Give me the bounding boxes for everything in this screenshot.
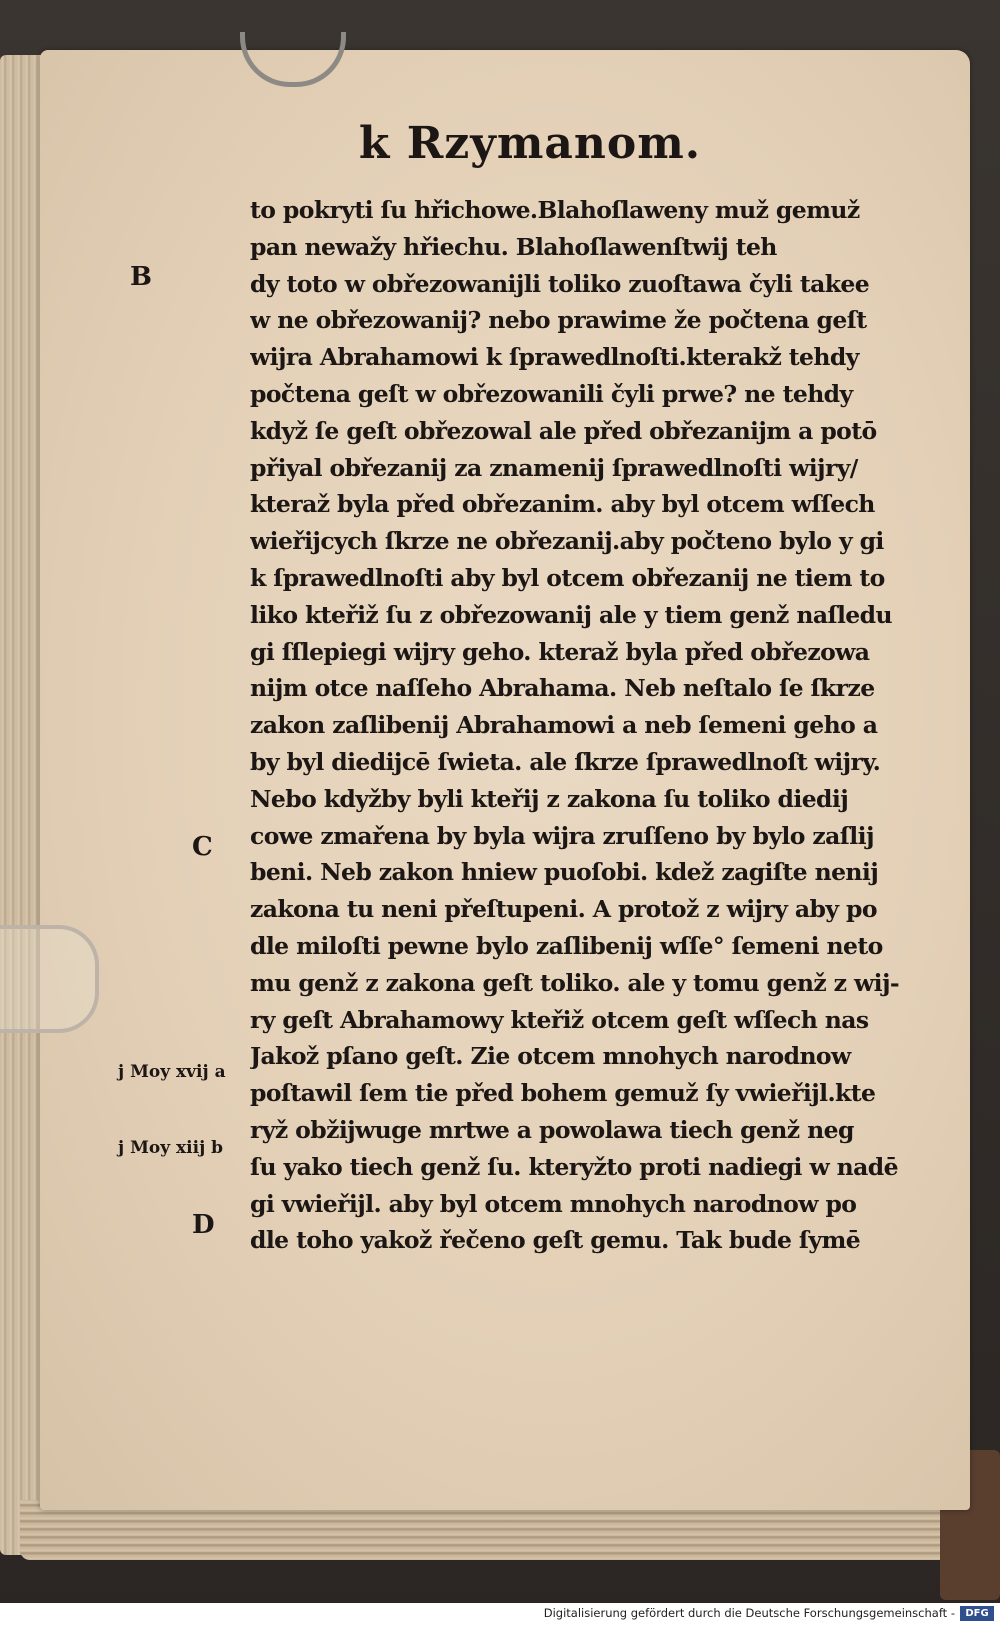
text-line: by byl diedijcē ſwieta. ale ſkrze ſprawedlnoſt wijry. [250,747,881,776]
margin-ref-genesis-17: j Moy xvij a [118,1062,226,1082]
margin-ref-genesis-15: j Moy xiij b [118,1138,224,1158]
text-line: mu genž z zakona geſt toliko. ale y tomu genž z wij- [250,968,900,997]
text-line: zakon zaſlibenij Abrahamowi a neb ſemeni geho a [250,711,878,740]
margin-letter-b: B [130,262,152,292]
text-line: ſu yako tiech genž ſu. kteryžto proti nadiegi w nadē [250,1152,898,1181]
text-line: dle miloſti pewne bylo zaſlibenij wſſe° ſemeni neto [250,931,883,960]
text-line: přiyal obřezanij za znamenij ſprawedlnoſti wijry/ [250,453,858,482]
text-line: když ſe geſt obřezowal ale před obřezanijm a potō [250,416,877,445]
text-line: cowe zmařena by byla wijra zruſſeno by bylo zaſlij [250,821,874,850]
running-head: k Rzymanom. [358,118,702,169]
text-line: ryž obžijwuge mrtwe a powolawa tiech genž neg [250,1115,854,1144]
footer-bar [0,1603,1000,1625]
text-line: to pokryti ſu hřichowe.Blahoſlaweny muž gemuž [250,196,860,224]
text-line: k ſprawedlnoſti aby byl otcem obřezanij ne tiem to [250,563,885,592]
footer-credit: Digitalisierung gefördert durch die Deutsche Forschungsgemeinschaft - [543,1606,955,1620]
main-text-block [250,192,900,1259]
paper-clip-left [0,925,99,1033]
text-line: kteraž byla před obřezanim. aby byl otcem wſſech [250,490,875,519]
text-line: liko kteřiž ſu z obřezowanij ale y tiem genž naſledu [250,600,892,629]
text-line: wieřijcych ſkrze ne obřezanij.aby počteno bylo y gi [250,527,884,556]
text-line: w ne obřezowanij? nebo prawime že počtena geſt [250,306,867,335]
text-line: beni. Neb zakon hniew puoſobi. kdež zagiſte nenij [250,858,879,887]
text-line: pan newažy hřiechu. Blahoſlawenſtwij teh [250,232,777,261]
text-line: dy toto w obřezowanijli toliko zuoſtawa čyli takee [250,269,870,298]
margin-letter-d: D [192,1210,215,1240]
text-line: Nebo kdyžby byli kteřij z zakona ſu toliko diedij [250,784,849,813]
text-line: wijra Abrahamowi k ſprawedlnoſti.kterakž tehdy [250,343,859,372]
text-line: počtena geſt w obřezowanili čyli prwe? ne tehdy [250,379,853,408]
text-line: nijm otce naſſeho Abrahama. Neb neſtalo ſe ſkrze [250,674,875,703]
text-line: ry geſt Abrahamowy kteřiž otcem geſt wſſech nas [250,1005,869,1034]
text-line: poſtawil ſem tie před bohem gemuž ſy vwieřijl.kte [250,1079,876,1108]
text-line: zakona tu neni přeſtupeni. A protož z wijry aby po [250,895,877,924]
text-line: gi ſſlepiegi wijry geho. kteraž byla před obřezowa [250,637,870,666]
text-line: Jakož pſano geſt. Zie otcem mnohych narodnow [250,1042,851,1071]
text-line: gi vwieřijl. aby byl otcem mnohych narodnow po [250,1189,857,1218]
text-line: dle toho yakož řečeno geſt gemu. Tak bude ſymē [250,1226,861,1255]
dfg-logo: DFG [960,1606,994,1621]
margin-letter-c: C [192,832,213,862]
